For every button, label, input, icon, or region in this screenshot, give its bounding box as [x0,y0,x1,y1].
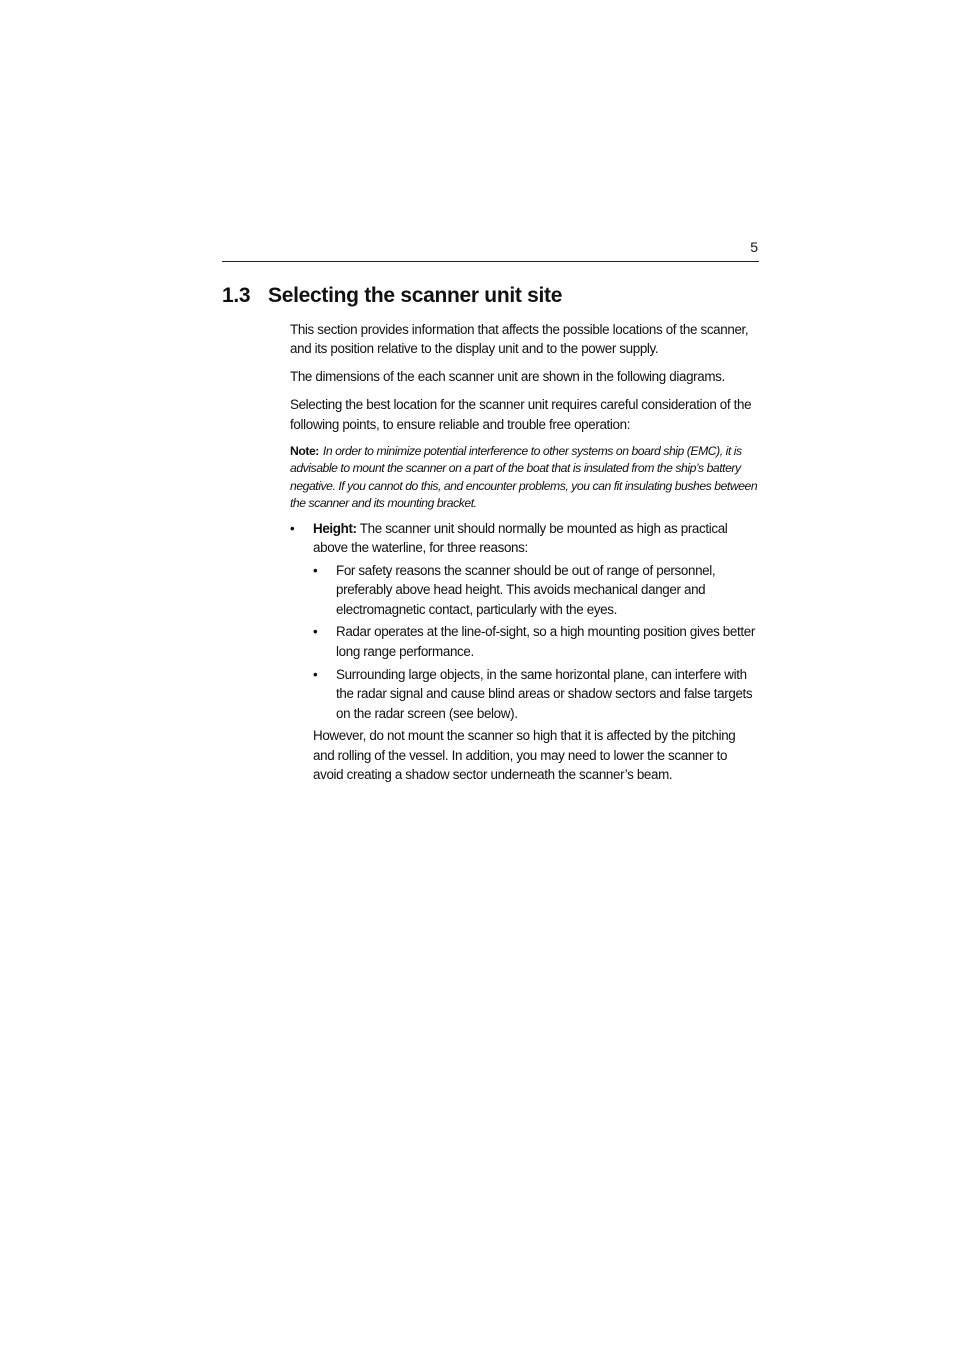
intro-paragraph: This section provides information that affects the possible locations of the scanner, and its position relative to the display unit and to the power supply. [290,322,749,357]
section-title: Selecting the scanner unit site [268,284,563,307]
bullet-list [290,519,760,785]
bullet-marker: • [290,520,295,536]
height-continuation: However, do not mount the scanner so high that it is affected by the pitching and rolling of the vessel. In addition, you may need to lower the scanner to avoid creating a shadow sector underneath the scanner’s beam. [313,728,736,783]
sub-bullet-text: Surrounding large objects, in the same horizontal plane, can interfere with the radar signal and cause blind areas or shadow sectors and false targets on the radar screen (see below). [336,666,753,721]
page-number: 5 [750,239,758,255]
note [290,443,760,513]
selection-paragraph: Selecting the best location for the scanner unit requires careful consideration of the following points, to ensure reliable and trouble free operation: [290,397,752,432]
bullet-height [290,519,760,785]
bullet-lead: Height: [313,520,357,536]
note-label: Note: [290,443,319,458]
sub-bullet-safety [313,561,760,619]
sub-bullet-text: Radar operates at the line-of-sight, so a high mounting position gives better long range performance. [336,624,755,659]
sub-bullet-line-of-sight [313,622,760,661]
header-rule [222,261,759,262]
note-text: In order to minimize potential interference to other systems on board ship (EMC), it is advisable to mount the scanner on a part of the boat that is insulated from the ship’s battery negative. If you cannot do this, and encounter problems, you can fit insulating bushes between the scanner and its mounting bracket. [290,443,758,511]
sub-bullet-list [313,561,760,723]
section-number: 1.3 [222,284,251,307]
dimensions-paragraph: The dimensions of the each scanner unit are shown in the following diagrams. [290,369,725,385]
bullet-marker: • [313,666,318,682]
sub-bullet-surrounding-objects [313,665,760,723]
sub-bullet-text: For safety reasons the scanner should be out of range of personnel, preferably above head height. This avoids mechanical danger and electromagnetic contact, particularly with the eyes. [336,562,716,617]
bullet-marker: • [313,624,318,640]
body-text [290,320,760,793]
section-heading [222,282,562,310]
bullet-text: The scanner unit should normally be mounted as high as practical above the waterline, for three reasons: [313,520,728,556]
bullet-marker: • [313,562,318,578]
